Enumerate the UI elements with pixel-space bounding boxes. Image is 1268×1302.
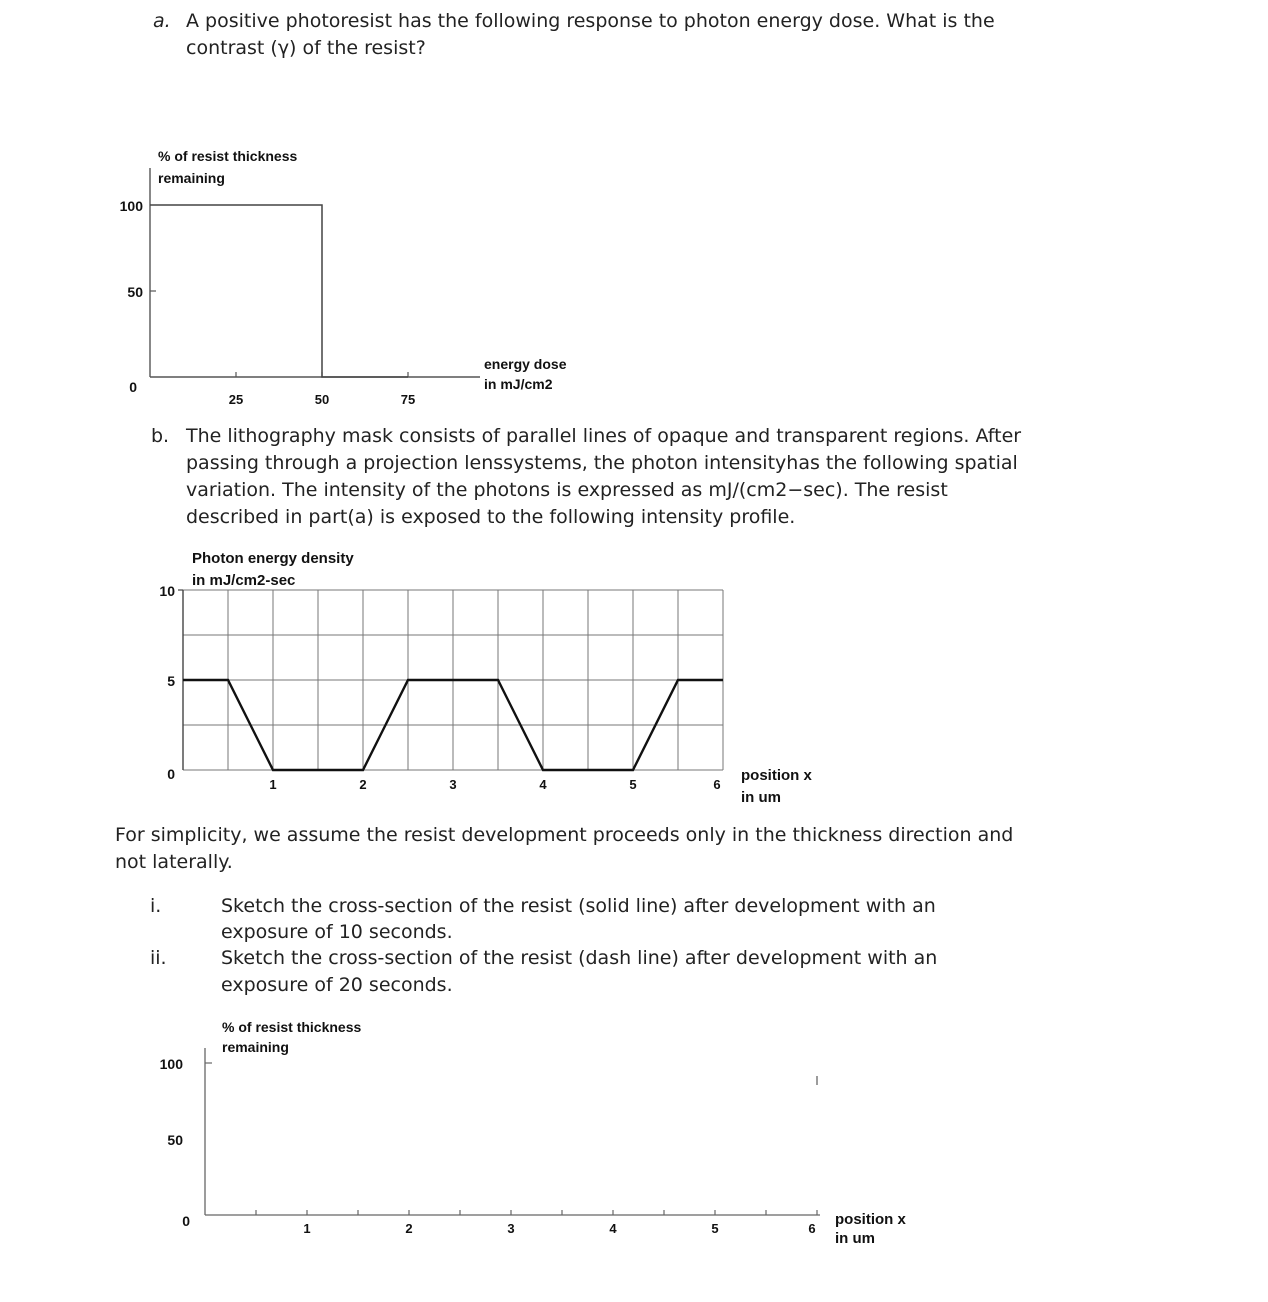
item-i-line2: exposure of 10 seconds. bbox=[221, 921, 453, 943]
chart-c-y-tick-label: 100 bbox=[159, 1056, 183, 1072]
chart-a-x-tick-label: 75 bbox=[400, 392, 416, 407]
item-i-line1: Sketch the cross-section of the resist (solid line) after development with an bbox=[221, 895, 936, 917]
simplicity-line1: For simplicity, we assume the resist development proceeds only in the thickness direction and bbox=[115, 824, 1014, 846]
question-a-line1: A positive photoresist has the following response to photon energy dose. What is the bbox=[186, 10, 995, 32]
chart-c-ylabel-line1: % of resist thickness bbox=[222, 1019, 362, 1035]
chart-b-xlabel-line1: position x bbox=[741, 767, 812, 784]
question-a-label: a. bbox=[153, 10, 171, 32]
chart-b-x-tick-label: 2 bbox=[359, 777, 367, 792]
chart-a-xlabel-line1: energy dose bbox=[484, 356, 567, 372]
question-b-line4: described in part(a) is exposed to the following intensity profile. bbox=[186, 506, 796, 528]
chart-c-xlabel-line1: position x bbox=[835, 1211, 906, 1228]
chart-a-ylabel-line1: % of resist thickness bbox=[158, 148, 298, 164]
chart-a-x-tick-label: 25 bbox=[228, 392, 244, 407]
item-ii-line2: exposure of 20 seconds. bbox=[221, 974, 453, 996]
chart-a-response-line bbox=[150, 205, 408, 377]
chart-b-x-tick-label: 6 bbox=[713, 777, 721, 792]
chart-b-y-tick-label: 0 bbox=[167, 766, 175, 782]
chart-b-ylabel-line1: Photon energy density bbox=[192, 550, 354, 567]
question-b-line2: passing through a projection lenssystems, the photon intensityhas the following spatial bbox=[186, 452, 1018, 474]
chart-c-x-tick-label: 5 bbox=[711, 1221, 719, 1236]
chart-b-x-tick-label: 4 bbox=[539, 777, 547, 792]
chart-a-y-tick-label: 0 bbox=[129, 379, 137, 395]
chart-c-x-tick-label: 6 bbox=[808, 1221, 816, 1236]
chart-a-y-tick-label: 50 bbox=[127, 284, 143, 300]
chart-a-x-tick-label: 50 bbox=[314, 392, 330, 407]
chart-c-y-tick-label: 50 bbox=[167, 1132, 183, 1148]
chart-c-y-tick-label: 0 bbox=[182, 1213, 190, 1229]
item-ii-line1: Sketch the cross-section of the resist (dash line) after development with an bbox=[221, 947, 938, 969]
question-b-line3: variation. The intensity of the photons is expressed as mJ/(cm2−sec). The resist bbox=[186, 479, 948, 501]
chart-b-x-tick-label: 1 bbox=[269, 777, 277, 792]
chart-a-xlabel-line2: in mJ/cm2 bbox=[484, 376, 553, 392]
chart-c-x-tick-label: 3 bbox=[507, 1221, 515, 1236]
chart-b-x-tick-label: 5 bbox=[629, 777, 637, 792]
chart-a-ylabel-line2: remaining bbox=[158, 170, 225, 186]
chart-a-y-tick-label: 100 bbox=[119, 198, 143, 214]
chart-b-intensity-line bbox=[183, 680, 723, 770]
question-a-line2: contrast (γ) of the resist? bbox=[186, 37, 426, 59]
item-i-label: i. bbox=[150, 895, 162, 917]
question-b-label: b. bbox=[151, 425, 170, 447]
chart-b-ylabel-line2: in mJ/cm2-sec bbox=[192, 572, 296, 589]
chart-c-x-tick-label: 1 bbox=[303, 1221, 311, 1236]
question-b-line1: The lithography mask consists of parallel lines of opaque and transparent regions. After bbox=[186, 425, 1022, 447]
chart-c-xlabel-line2: in um bbox=[835, 1230, 875, 1247]
chart-b-xlabel-line2: in um bbox=[741, 789, 781, 806]
chart-b-x-tick-label: 3 bbox=[449, 777, 457, 792]
simplicity-line2: not laterally. bbox=[115, 851, 233, 873]
item-ii-label: ii. bbox=[150, 947, 167, 969]
chart-b-y-tick-label: 10 bbox=[159, 583, 175, 599]
chart-b-y-tick-label: 5 bbox=[167, 673, 175, 689]
chart-c-x-tick-label: 2 bbox=[405, 1221, 413, 1236]
chart-c-ylabel-line2: remaining bbox=[222, 1039, 289, 1055]
chart-c-x-tick-label: 4 bbox=[609, 1221, 617, 1236]
